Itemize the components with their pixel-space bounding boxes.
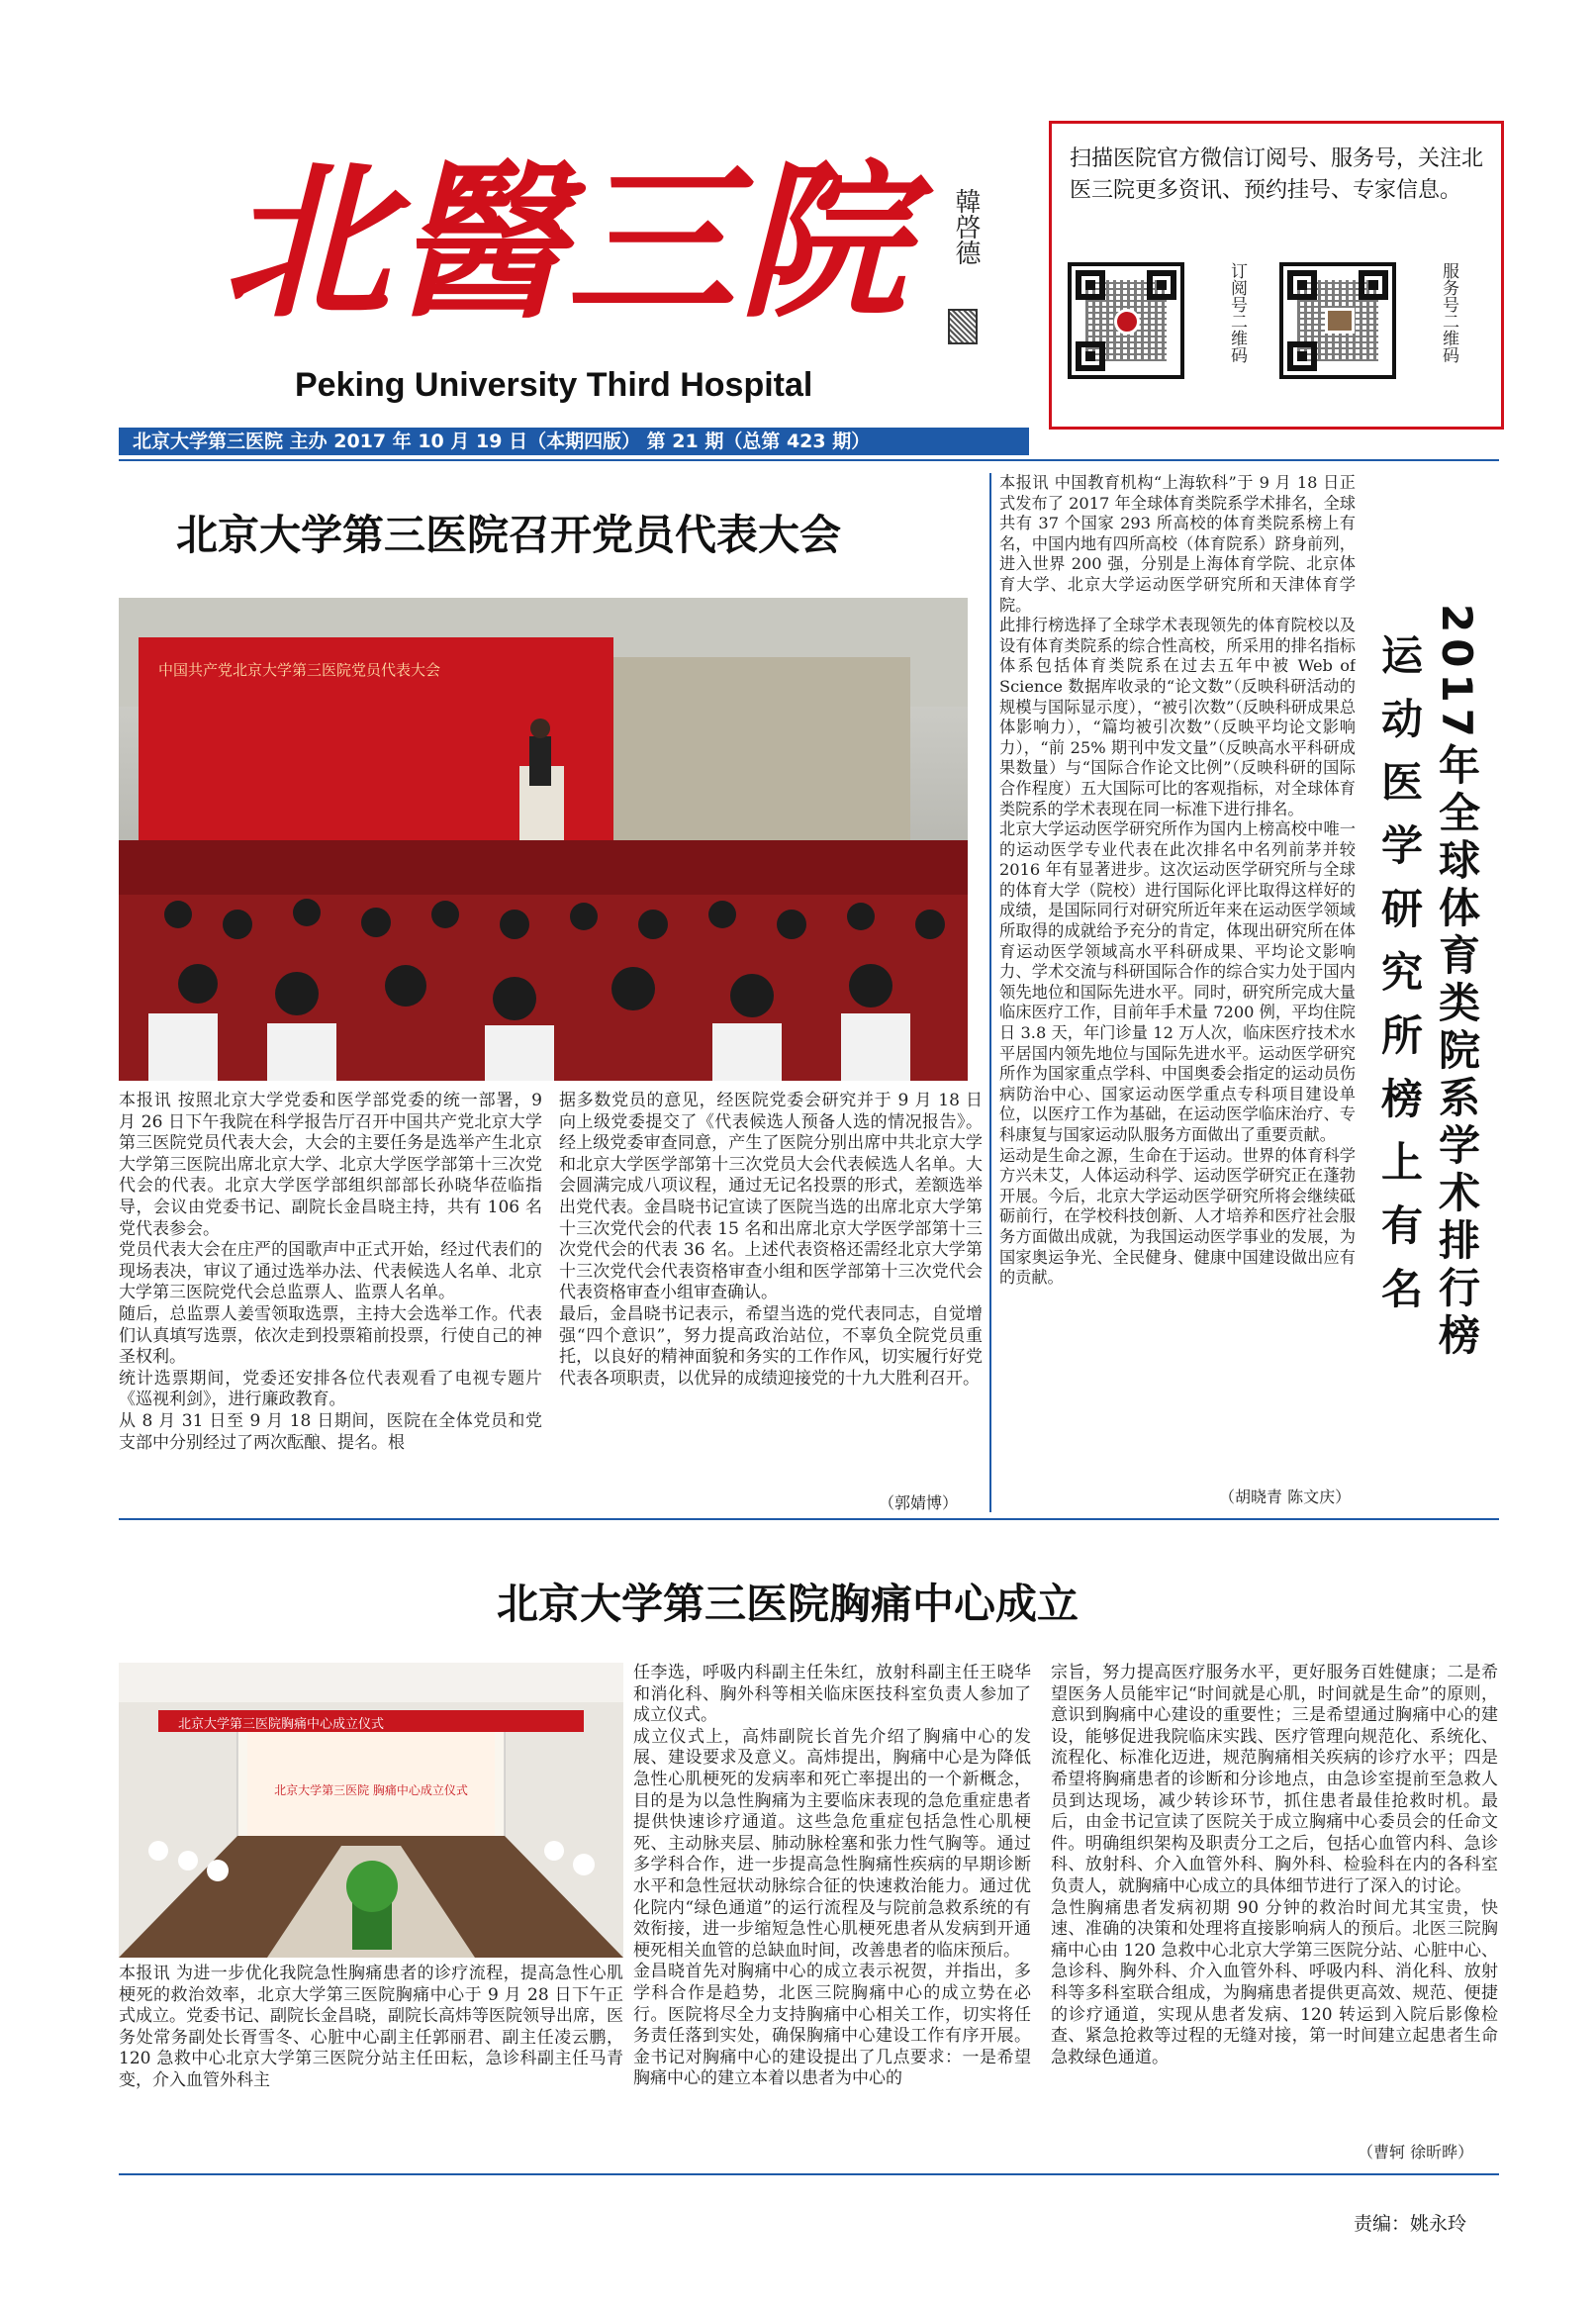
english-name: Peking University Third Hospital bbox=[295, 366, 813, 404]
subscribe-qr-caption: 订阅号二维码 bbox=[1227, 262, 1247, 363]
calligrapher-signature: 韓啓德 bbox=[951, 188, 981, 265]
article2-byline: （胡晓青 陈文庆） bbox=[1219, 1487, 1352, 1506]
article1-photo bbox=[119, 598, 968, 1081]
masthead-rule bbox=[119, 459, 1499, 461]
article1-column-1: 本报讯 按照北京大学党委和医学部党委的统一部署，9 月 26 日下午我院在科学报告厅召开中国共产党北京大学第三医院党员代表大会，大会的主要任务是选举产生北京大学第三医院出席北京大学、北京大学医学部第十三次党代会的代表。北京大学医学部组织部部长孙晓华莅临指导，会议由党委书记、副院长金昌晓主持，共有 106 名党代表参会。 党员代表大会在庄严的国歌声中正式开始，经过代表们的现场表决，审议了通过选举办法、代表候选人名单、北京大学第三医院党代会总监票人、监票人名单。 随后，总监票人姜雪领取选票，主持大会选举工作。代表们认真填写选票，依次走到投票箱前投票，行使自己的神圣权利。 统计选票期间，党委还安排各位代表观看了电视专题片《巡视利剑》，进行廉政教育。 从 8 月 31 日至 9 月 18 日期间，医院在全体党员和党支部中分别经过了两次酝酿、提名。根 bbox=[119, 1091, 542, 1453]
service-qr-code[interactable] bbox=[1279, 262, 1396, 379]
service-qr-caption: 服务号二维码 bbox=[1439, 262, 1458, 363]
article3-column-3: 宗旨，努力提高医疗服务水平，更好服务百姓健康；二是希望医务人员能牢记“时间就是心肌，时间就是生命”的原则，意识到胸痛中心建设的重要性；三是希望通过胸痛中心的建设，能够促进我院临床实践、医疗管理向规范化、系统化、流程化、标准化迈进，规范胸痛相关疾病的诊疗水平；四是希望将胸痛患者的诊断和分诊地点，由急诊室提前至急救人员到达现场，减少转诊环节，抓住患者最佳抢救时机。最后，由金书记宣读了医院关于成立胸痛中心委员会的任命文件。明确组织架构及职责分工之后，包括心血管内科、急诊科、放射科、介入血管外科、胸外科、检验科在内的各科室负责人，就胸痛中心成立的具体细节进行了深入的讨论。 急性胸痛患者发病初期 90 分钟的救治时间尤其宝贵，快速、准确的决策和处理将直接影响病人的预后。北医三院胸痛中心由 120 急救中心北京大学第三医院分站、心脏中心、急诊科、胸外科、介入血管外科、呼吸内科、消化科、放射科等多科室联合组成，为胸痛患者提供更高效、规范、便捷的诊疗通道，实现从患者发病、120 转运到入院后影像检查、紧急抢救等过程的无缝对接，第一时间建立起患者生命急救绿色通道。 bbox=[1051, 1663, 1498, 2067]
article3-byline: （曹轲 徐昕晔） bbox=[1358, 2143, 1474, 2161]
article2-subheadline: 运动医学研究所榜上有名 bbox=[1375, 633, 1424, 1330]
column-divider bbox=[989, 473, 991, 1512]
qr-panel-text: 扫描医院官方微信订阅号、服务号，关注北医三院更多资讯、预约挂号、专家信息。 bbox=[1070, 146, 1484, 203]
article1-headline: 北京大学第三医院召开党员代表大会 bbox=[176, 511, 842, 559]
article2-headline: 2017年全球体育类院系学术排行榜 bbox=[1433, 604, 1481, 1361]
article3-column-2: 任李选，呼吸内科副主任朱红，放射科副主任王晓华和消化科、胸外科等相关临床医技科室负责人参加了成立仪式。 成立仪式上，高炜副院长首先介绍了胸痛中心的发展、建设要求及意义。高炜提出，胸痛中心是为降低急性心肌梗死的发病率和死亡率提出的一个新概念，目的是为以急性胸痛为主要临床表现的急危重症患者提供快速诊疗通道。这些急危重症包括急性心肌梗死、主动脉夹层、肺动脉栓塞和张力性气胸等。通过多学科合作，进一步提高急性胸痛性疾病的早期诊断水平和急性冠状动脉综合征的快速救治能力。通过优化院内“绿色通道”的运行流程及与院前急救系统的有效衔接，进一步缩短急性心肌梗死患者从发病到开通梗死相关血管的总缺血时间，改善患者的临床预后。 金昌晓首先对胸痛中心的成立表示祝贺，并指出，多学科合作是趋势，北医三院胸痛中心的成立势在必行。医院将尽全力支持胸痛中心相关工作，切实将任务责任落到实处，确保胸痛中心建设工作有序开展。金书记对胸痛中心的建设提出了几点要求：一是希望胸痛中心的建立本着以患者为中心的 bbox=[633, 1663, 1031, 2089]
issue-info-bar: 北京大学第三医院 主办 2017 年 10 月 19 日（本期四版） 第 21 期（总第 423 期） bbox=[119, 428, 1029, 455]
masthead-title: 北醫三院 bbox=[223, 144, 912, 341]
article1-byline: （郭婧博） bbox=[879, 1493, 959, 1512]
article3-photo-screen: 北京大学第三医院 胸痛中心成立仪式 bbox=[274, 1783, 468, 1797]
qr-panel bbox=[1049, 121, 1504, 430]
seal-stamp bbox=[948, 309, 978, 344]
section-divider bbox=[119, 1518, 1499, 1520]
article1-column-2: 据多数党员的意见，经医院党委会研究并于 9 月 18 日向上级党委提交了《代表候选人预备人选的情况报告》。经上级党委审查同意，产生了医院分别出席中共北京大学和北京大学医学部第十三次党员大会代表候选人名单。大会圆满完成八项议程，通过无记名投票的形式，差额选举出党代表。金昌晓书记宣读了医院当选的出席北京大学第十三次党代会的代表 15 名和出席北京大学医学部第十三次党代会的代表 36 名。上述代表资格还需经北京大学第十三次党代会代表资格审查小组和医学部第十三次党代会代表资格审查小组审查确认。 最后，金昌晓书记表示，希望当选的党代表同志，自觉增强“四个意识”，努力提高政治站位，不辜负全院党员重托，以良好的精神面貌和务实的工作作风，切实履行好党代表各项职责，以优异的成绩迎接党的十九大胜利召开。 bbox=[559, 1091, 983, 1389]
article3-column-1: 本报讯 为进一步优化我院急性胸痛患者的诊疗流程，提高急性心肌梗死的救治效率，北京大学第三医院胸痛中心于 9 月 28 日下午正式成立。党委书记、副院长金昌晓，副院长高炜等医院领导出席，医务处常务副处长胥雪冬、心脏中心副主任郭丽君、副主任凌云鹏，120 急救中心北京大学第三医院分站主任田耘，急诊科副主任马青变，介入血管外科主 bbox=[119, 1964, 623, 2090]
article1-photo-banner: 中国共产党北京大学第三医院党员代表大会 bbox=[158, 661, 441, 679]
article2-body: 本报讯 中国教育机构“上海软科”于 9 月 18 日正式发布了 2017 年全球体育类院系学术排名，全球共有 37 个国家 293 所高校的体育类院系榜上有名，中国内地有四所高校（体育院系）跻身前列，进入世界 200 强，分别是上海体育学院、北京体育大学、北京大学运动医学研究所和天津体育学院。 此排行榜选择了全球学术表现领先的体育院校以及设有体育类院系的综合性高校，所采用的排名指标体系包括体育类院系在过去五年中被 Web of Science 数据库收录的“论文数”（反映科研活动的规模与国际显示度），“被引次数”（反映科研成果总体影响力），“篇均被引次数”（反映平均论文影响力），“前 25% 期刊中发文量”（反映高水平科研成果数量）与“国际合作论文比例”（反映科研的国际合作程度）五大国际可比的客观指标，对全球体育类院系的学术表现在同一标准下进行排名。 北京大学运动医学研究所作为国内上榜高校中唯一的运动医学专业代表在此次排名中名列前茅并较 2016 年有显著进步。这次运动医学研究所与全球的体育大学（院校）进行国际化评比取得这样好的成绩，是国际同行对研究所近年来在运动医学领域所取得的成就给予充分的肯定，体现出研究所在体育运动医学领域高水平科研成果、平均论文影响力、学术交流与科研国际合作的综合实力处于国内领先地位和国际先进水平。同时，研究所完成大量临床医疗工作，目前年手术量 7200 例，平均住院日 3.8 天，年门诊量 12 万人次，临床医疗技术水平居国内领先地位与国际先进水平。运动医学研究所作为国家重点学科、中国奥委会指定的运动员伤病防治中心、国家运动医学重点专科项目建设单位，以医疗工作为基础，在运动医学临床治疗、专科康复与国家运动队服务方面做出了重要贡献。 运动是生命之源，生命在于运动。世界的体育科学方兴未艾，人体运动科学、运动医学研究正在蓬勃开展。今后，北京大学运动医学研究所将会继续砥砺前行，在学校科技创新、人才培养和医疗社会服务方面做出成就，为我国运动医学事业的发展，为国家奥运争光、全民健身、健康中国建设做出应有的贡献。 bbox=[999, 473, 1356, 1288]
editor-credit: 责编：姚永玲 bbox=[1354, 2213, 1467, 2235]
footer-divider bbox=[119, 2173, 1499, 2175]
article3-photo-banner: 北京大学第三医院胸痛中心成立仪式 bbox=[178, 1717, 385, 1732]
subscribe-qr-code[interactable] bbox=[1068, 262, 1184, 379]
article3-headline: 北京大学第三医院胸痛中心成立 bbox=[497, 1580, 1080, 1628]
article3-photo bbox=[119, 1663, 623, 1958]
